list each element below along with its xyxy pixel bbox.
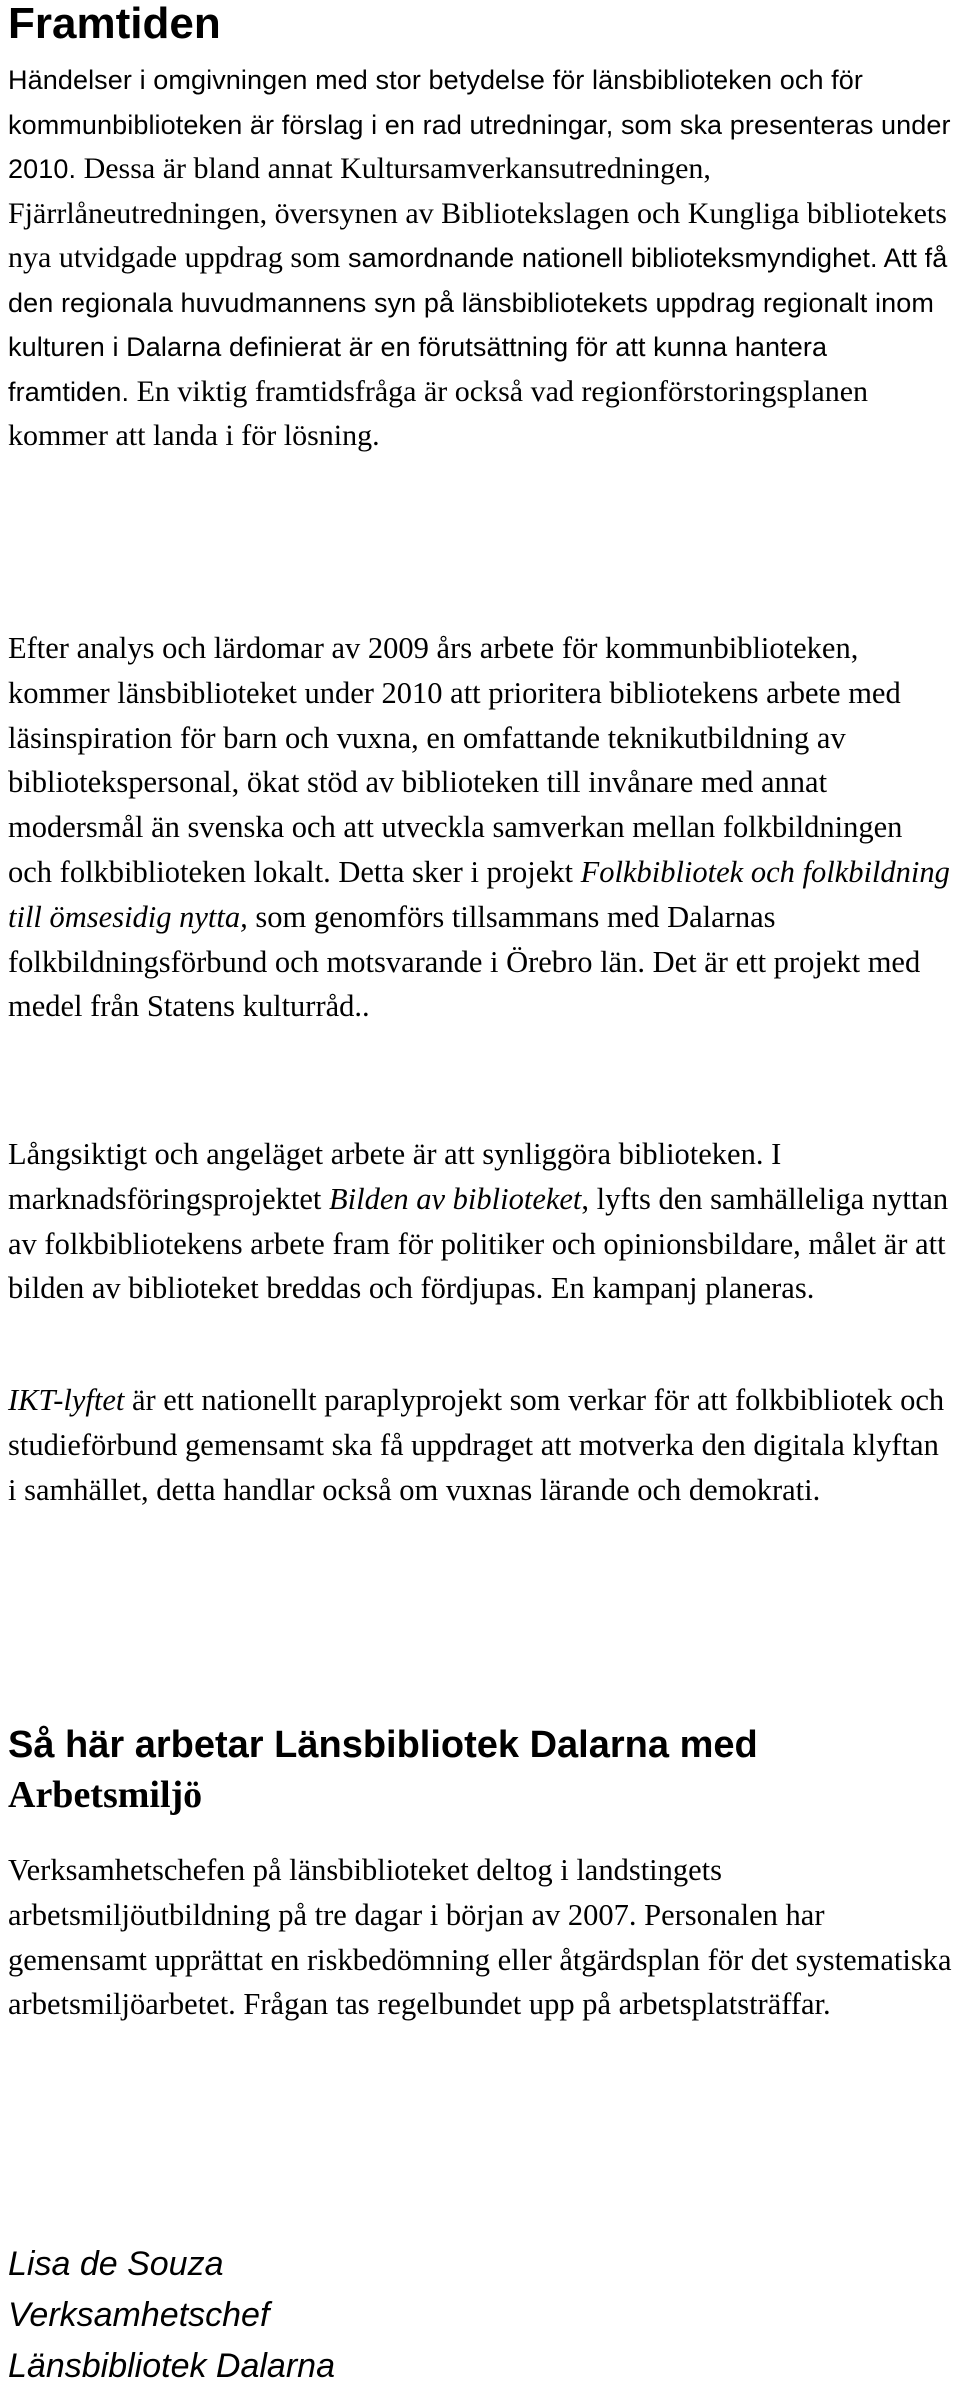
- heading-arbetsmiljo-part1: Så här arbetar Länsbibliotek Dalarna med: [8, 1724, 758, 1766]
- project-name-bilden: Bilden av biblioteket: [329, 1181, 582, 1216]
- paragraph-ikt-lyftet: [8, 1378, 953, 1512]
- intro-sentence-3: samordnande nationell biblioteksmyndighet. Att få den regionala huvudmannens syn på länsbibliotekets uppdrag regionalt inom kulturen i Dalarna definierat är en förutsättning för att kunna hantera framtiden.: [8, 243, 948, 407]
- signature-role: Verksamhetschef: [8, 2296, 270, 2334]
- heading-arbetsmiljo-part2: Arbetsmiljö: [8, 1774, 203, 1816]
- para3-text-after: , lyfts den samhälleliga nyttan av folkbibliotekens arbete fram för politiker och opinionsbildare, målet är att bilden av biblioteket breddas och fördjupas. En kampanj planeras.: [8, 1181, 949, 1306]
- heading-framtiden: Framtiden: [8, 0, 221, 48]
- para4-text-after: är ett nationellt paraplyprojekt som verkar för att folkbibliotek och studieförbund gemensamt ska få uppdraget att motverka den digitala klyftan i samhället, detta handlar också om vuxnas lärande och demokrati.: [8, 1383, 945, 1507]
- heading-arbetsmiljo: [8, 1720, 953, 1820]
- arbetsmiljo-body: Verksamhetschefen på länsbiblioteket deltog i landstingets arbetsmiljöutbildning på tre dagar i början av 2007. Personalen har gemensamt upprättat en riskbedömning eller åtgärdsplan för det systematiska arbetsmiljöarbetet. Frågan tas regelbundet upp på arbetsplatsträffar.: [8, 1853, 952, 2022]
- para3-text-before: Långsiktigt och angeläget arbete är att synliggöra biblioteken. I marknadsföringsprojektet: [8, 1137, 782, 1216]
- para2-text-before: Efter analys och lärdomar av 2009 års arbete för kommunbiblioteken, kommer länsbiblioteket under 2010 att prioritera bibliotekens arbete med läsinspiration för barn och vuxna, en omfattande teknikutbildning av bibliotekspersonal, ökat stöd av biblioteken till invånare med annat modersmål än svenska och att utveckla samverkan mellan folkbildningen och folkbiblioteken lokalt. Detta sker i projekt: [8, 631, 903, 889]
- signature-organization: Länsbibliotek Dalarna: [8, 2347, 335, 2385]
- paragraph-synliggora: [8, 1132, 953, 1311]
- intro-sentence-1: Händelser i omgivningen med stor betydelse för länsbiblioteken och för kommunbiblioteken är förslag i en rad utredningar, som ska presenteras under 2010.: [8, 65, 951, 184]
- intro-sentence-2: Dessa är bland annat Kultursamverkansutredningen, Fjärrlåneutredningen, översynen av Bibliotekslagen och Kungliga bibliotekets nya utvidgade uppdrag som: [8, 152, 947, 274]
- intro-paragraph: [8, 58, 953, 459]
- signature-name: Lisa de Souza: [8, 2245, 224, 2283]
- paragraph-arbetsmiljo: [8, 1848, 953, 2027]
- paragraph-kommunbiblioteken: [8, 626, 953, 1029]
- project-name-ikt: IKT-lyftet: [8, 1383, 125, 1417]
- intro-sentence-4: En viktig framtidsfråga är också vad regionförstoringsplanen kommer att landa i för lösning.: [8, 374, 869, 452]
- project-name-folkbibliotek: Folkbibliotek och folkbildning till ömsesidig nytta,: [8, 854, 950, 934]
- para2-text-after: som genomförs tillsammans med Dalarnas folkbildningsförbund och motsvarande i Örebro län. Det är ett projekt med medel från Statens kulturråd..: [8, 899, 921, 1024]
